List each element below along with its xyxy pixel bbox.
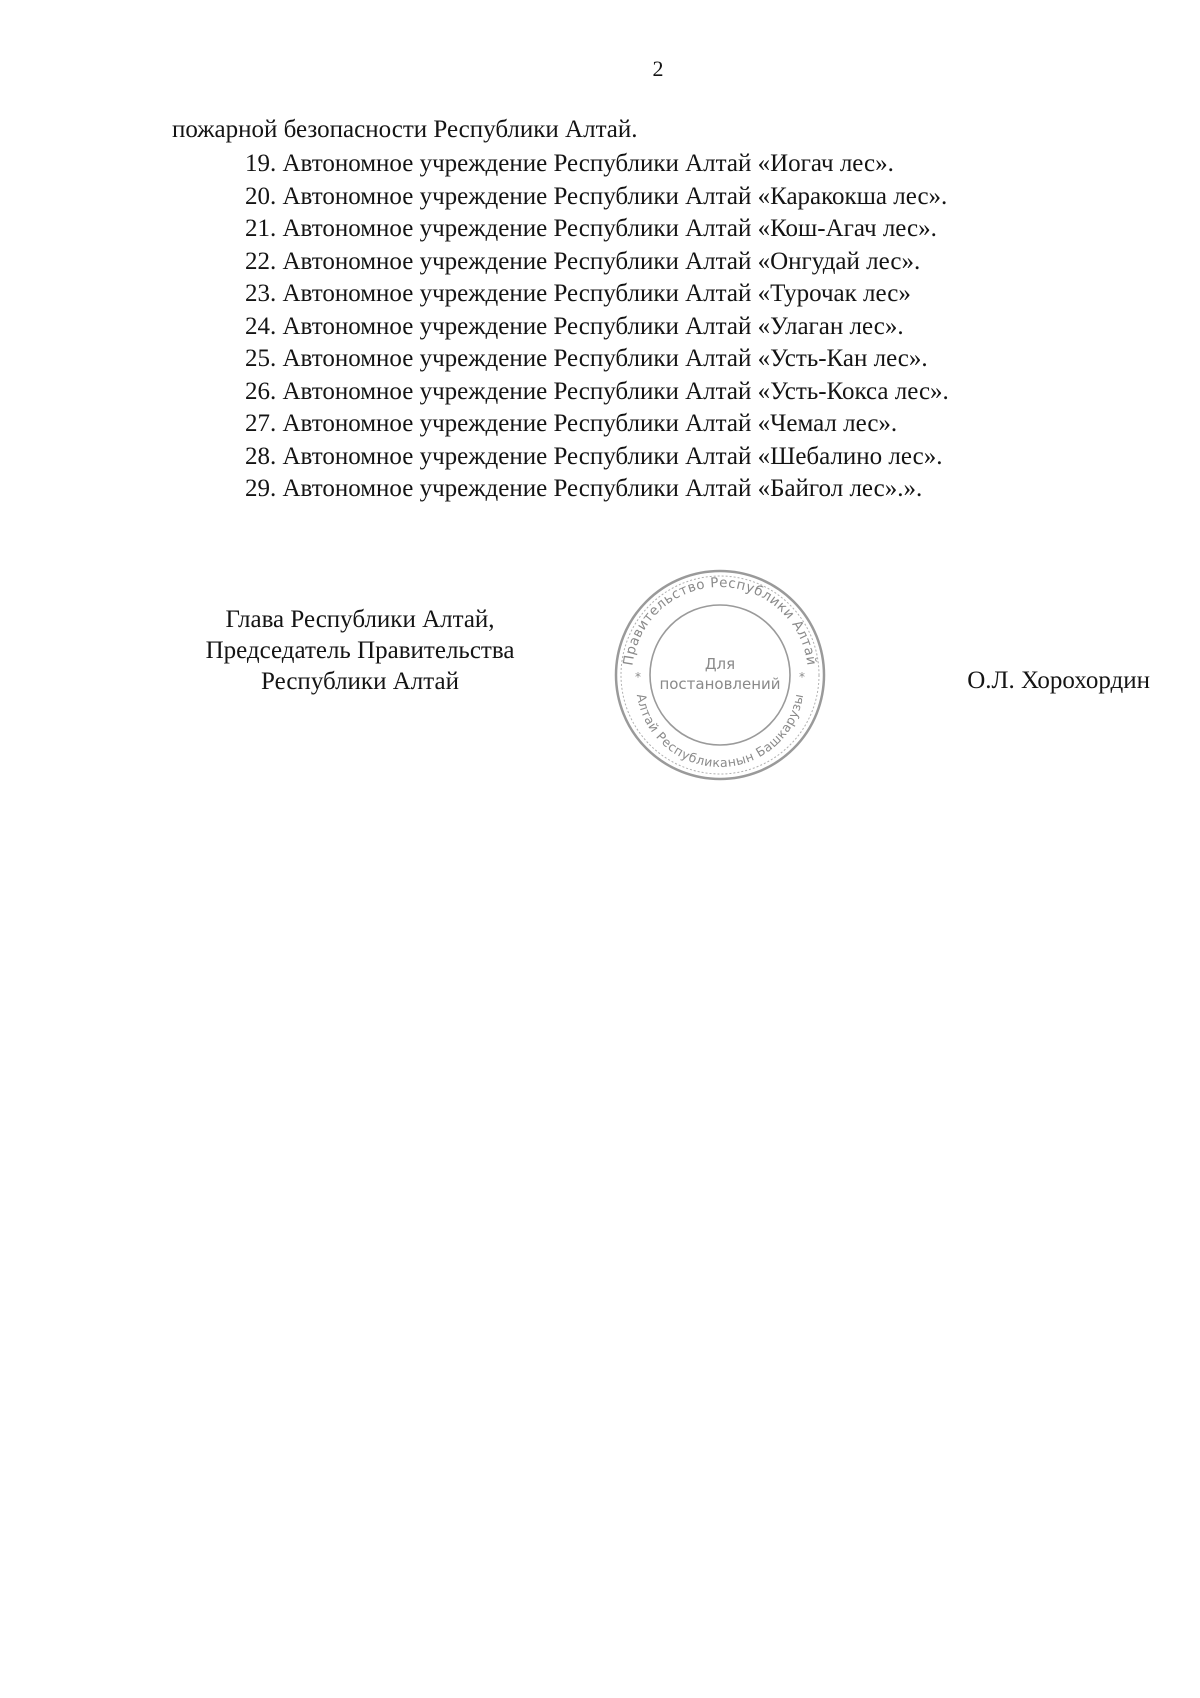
list-item: 21. Автономное учреждение Республики Алтай «Кош-Агач лес». bbox=[245, 215, 937, 242]
signer-position-line: Председатель Правительства bbox=[205, 637, 515, 664]
list-item: 25. Автономное учреждение Республики Алтай «Усть-Кан лес». bbox=[245, 345, 928, 372]
signer-position bbox=[150, 604, 570, 697]
list-item: 26. Автономное учреждение Республики Алтай «Усть-Кокса лес». bbox=[245, 377, 949, 405]
list-item: 19. Автономное учреждение Республики Алтай «Иогач лес». bbox=[245, 150, 894, 177]
seal-center-line-1: Для bbox=[704, 655, 736, 673]
page-number: 2 bbox=[652, 56, 664, 81]
signer-name: О.Л. Хорохордин bbox=[967, 667, 1150, 694]
institution-list bbox=[245, 148, 949, 506]
list-item: 22. Автономное учреждение Республики Алтай «Онгудай лес». bbox=[245, 247, 921, 275]
list-item: 20. Автономное учреждение Республики Алтай «Каракокша лес». bbox=[245, 182, 948, 210]
list-item: 29. Автономное учреждение Республики Алтай «Байгол лес».». bbox=[245, 475, 923, 502]
list-item: 27. Автономное учреждение Республики Алтай «Чемал лес». bbox=[245, 410, 898, 437]
intro-line: пожарной безопасности Республики Алтай. bbox=[172, 116, 638, 143]
signer-position-line: Республики Алтай bbox=[261, 668, 459, 695]
seal-icon bbox=[610, 565, 830, 785]
seal-center-line-2: постановлений bbox=[659, 675, 781, 693]
list-item: 23. Автономное учреждение Республики Алтай «Турочак лес» bbox=[245, 280, 911, 307]
signer-position-line: Глава Республики Алтай, bbox=[225, 606, 495, 633]
seal-outer-bottom-text: Алтай Республиканын Башкарузы bbox=[633, 692, 807, 771]
seal-star-icon: * bbox=[635, 670, 641, 684]
seal-outer-top-text: Правительство Республики Алтай bbox=[620, 574, 820, 667]
official-seal bbox=[610, 565, 830, 785]
list-item: 28. Автономное учреждение Республики Алтай «Шебалино лес». bbox=[245, 442, 943, 470]
seal-star-icon: * bbox=[799, 670, 805, 684]
list-item: 24. Автономное учреждение Республики Алтай «Улаган лес». bbox=[245, 312, 904, 340]
